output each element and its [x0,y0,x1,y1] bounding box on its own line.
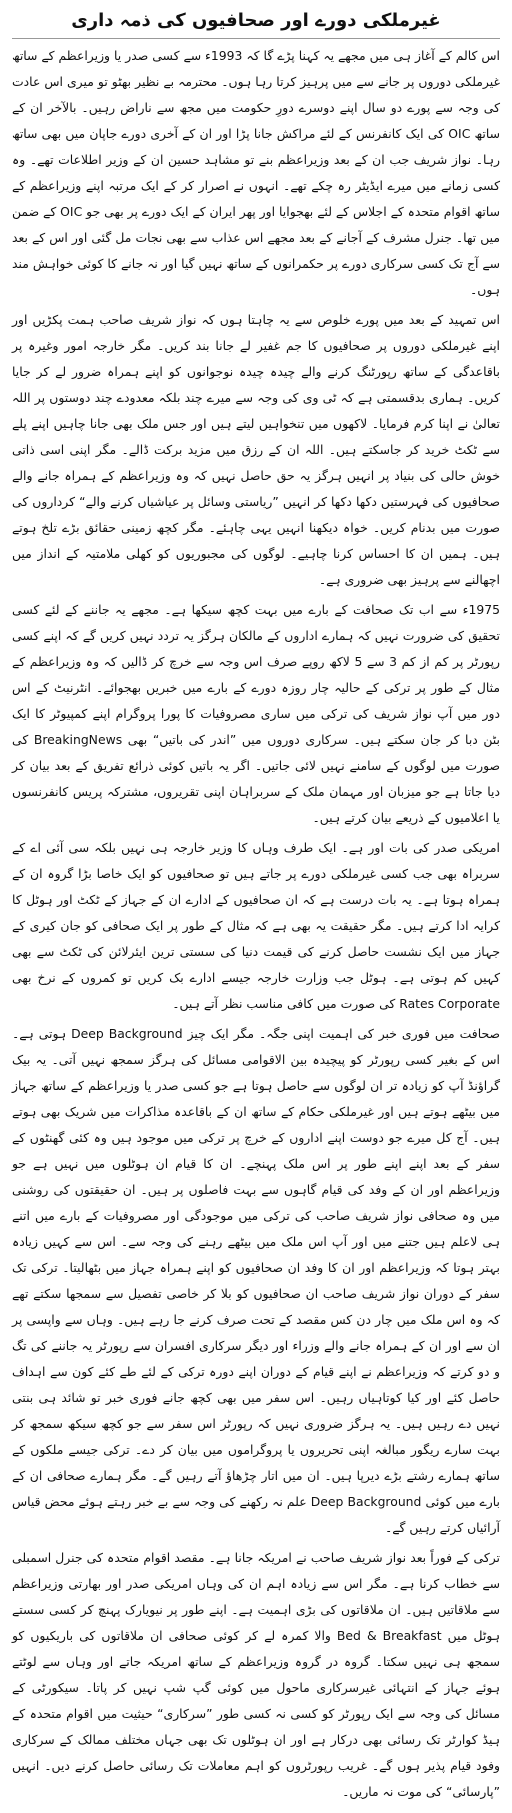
paragraph-3: 1975ء سے اب تک صحافت کے بارے میں بہت کچھ سیکھا ہے۔ مجھے یہ جاننے کے لئے کسی تحقیق کی ضرورت نہیں کہ ہمارے اداروں کے مالکان ہرگز یہ تردد نہیں کریں گے کہ اپنے کسی رپورٹر پر کم از کم 3 سے 5 لاکھ روپے صرف اس وجہ سے خرچ کر ڈالیں کہ وہ وزیراعظم کے مثال کے طور پر ترکی کے حالیہ چار روزہ دورے کے بارے میں خبریں بھجوائے۔ انٹرنیٹ کے اس دور میں آپ نواز شریف کی ترکی میں ساری مصروفیات کا پورا پروگرام اپنے کمپیوٹر کا ایک بٹن دبا کر جان سکتے ہیں۔ سرکاری دوروں میں ”اندر کی باتیں“ بھی BreakingNews کی صورت میں لوگوں کے سامنے نہیں لائی جاتیں۔ اگر یہ باتیں کوئی ذرائع تفریق کے بعد بیان کر دیا جاتا ہے جو میزبان اور مہمان ملک کے سربراہان اپنی تقریروں، مشترکہ پریس کانفرنسوں یا اعلامیوں کے ذریعے بیان کرتے ہیں۔ [12,602,501,825]
paragraph-6: ترکی کے فوراً بعد نواز شریف صاحب نے امریکہ جانا ہے۔ مقصد اقوام متحدہ کی جنرل اسمبلی سے خطاب کرنا ہے۔ مگر اس سے زیادہ اہم ان کی وہاں امریکی صدر اور بھارتی وزیراعظم سے ملاقاتیں ہیں۔ ان ملاقاتوں کی بڑی اہمیت ہے۔ اپنے طور پر نیویارک پہنچ کر کسی سستے ہوٹل میں Bed & Breakfast والا کمرہ لے کر کوئی صحافی ان ملاقاتوں کی باریکیوں کو سمجھ ہی نہیں سکتا۔ گروہ در گروہ وزیراعظم کے ساتھ امریکہ جاتے اور وہاں سے لوٹتے ہوئے جہاز کے انتہائی غیرسرکاری ماحول میں کوئی گپ شپ نہیں کر پاتا۔ سیکورٹی کے مسائل کی وجہ سے ایک رپورٹر کو کسی نہ کسی طور ”سرکاری“ حیثیت میں اقوام متحدہ کے ہیڈ کوارٹر تک رسائی بھی درکار ہے اور ان ہوٹلوں تک بھی جہاں مختلف ممالک کے سرکاری وفود قیام پذیر ہوں گے۔ غریب رپورٹروں کو اہم معاملات تک رسائی حاصل کرنے دیں۔ انہیں ”پارسائی“ کی موت نہ ماریں۔ [12,1550,500,1799]
column-title: غیرملکی دورے اور صحافیوں کی ذمہ داری [12,6,500,39]
paragraph-2: اس تمہید کے بعد میں پورے خلوص سے یہ چاہتا ہوں کہ نواز شریف صاحب ہمت پکڑیں اور اپنے غیرملکی دوروں پر صحافیوں کا جم غفیر لے جانا بند کریں۔ مگر خارجہ امور وغیرہ پر باقاعدگی کے ساتھ رپورٹنگ کرنے والے چیدہ چیدہ نوجوانوں کو اپنے ہمراہ ضرور لے کر جایا کریں۔ ہماری بدقسمتی ہے کہ ٹی وی کی وجہ سے میرے چند بلکہ معدودے چند دوستوں پر اللہ تعالیٰ نے اپنا کرم فرمایا۔ لاکھوں میں تنخواہیں لیتے ہیں اور جس ملک بھی جانا چاہیں اپنے پلے سے ٹکٹ خرید کر جاسکتے ہیں۔ اللہ ان کے رزق میں مزید برکت ڈالے۔ مگر اپنی اسی ذاتی خوش حالی کی بنیاد پر انہیں ہرگز یہ حق حاصل نہیں کہ وہ وزیراعظم کے ہمراہ جانے والے صحافیوں کی فہرستیں دکھا دکھا کر انہیں ”ریاستی وسائل پر عیاشیاں کرنے والے“ کرداروں کی صورت میں بدنام کریں۔ خواہ دیکھنا انہیں یہی چاہئے۔ مگر کچھ زمینی حقائق بڑے تلخ ہوتے ہیں۔ ہمیں ان کا احساس کرنا چاہیے۔ لوگوں کی مجبوریوں کو کھلی ملامتیہ کے انداز میں اچھالنے سے پرہیز بھی ضروری ہے۔ [12,312,500,587]
paragraph-5: صحافت میں فوری خبر کی اہمیت اپنی جگہ۔ مگر ایک چیز Deep Background ہوتی ہے۔ اس کے بغیر کسی رپورٹر کو پیچیدہ بین الاقوامی مسائل کی ہرگز سمجھ نہیں آتی۔ یہ بیک گراؤنڈ آپ کو زیادہ تر ان لوگوں سے حاصل ہوتا ہے جو کسی صدر یا وزیراعظم کے ساتھ جہاز میں بیٹھے ہوتے ہیں اور غیرملکی حکام کے ساتھ ان کے باقاعدہ مذاکرات میں شریک بھی ہوتے ہیں۔ آج کل میرے جو دوست اپنے اداروں کے خرچ پر ترکی میں موجود ہیں وہ کئی گھنٹوں کے سفر کے بعد اپنے اپنے طور پر اس ملک پہنچے۔ ان کا قیام ان ہوٹلوں میں نہیں ہے جو وزیراعظم اور ان کے وفد کی قیام گاہوں سے بہت فاصلوں پر ہیں۔ ان حقیقتوں کی روشنی میں وہ صحافی نواز شریف صاحب کی ترکی میں موجودگی اور مصروفیات کے بارے میں اتنے ہی لاعلم ہیں جتنے میں اور آپ اس ملک میں بیٹھے رہنے کی وجہ سے۔ اس سے کہیں زیادہ بہتر ہوتا کہ وزیراعظم اور ان کا وفد ان صحافیوں کو اپنے ہمراہ جہاز میں بٹھالیتا۔ ترکی تک سفر کے دوران نواز شریف صاحب ان صحافیوں کو بلا کر خاصی تفصیل سے سمجھا سکتے تھے کہ وہ اس ملک میں چار دن کس مقصد کے تحت صرف کرنے جا رہے ہیں۔ وہاں سے واپسی پر ان سے اور ان کے ہمراہ جانے والے وزراء اور دیگر سرکاری افسران سے رپورٹر یہ جاننے کی تگ و دو کرتے کہ وزیراعظم نے اپنے قیام کے دوران اپنے دورہ ترکی کے لئے طے کئے کون سے اہداف حاصل کئے اور کیا کوتاہیاں رہیں۔ اس سفر میں بھی کچھ جانے فوری خبر تو شائد ہی بنتی نہیں دے رہیں ہیں۔ یہ ہرگز ضروری نہیں کہ رپورٹر اس سفر سے جو کچھ سیکھ سمجھ کر بہت سارے ریگور مبالغہ اپنی تحریروں یا پروگراموں میں بیان کر دے۔ ترکی جیسے ملکوں کے ساتھ ہمارے رشتے بڑے دیرپا ہیں۔ ان میں اتار چڑھاؤ آتے رہیں گے۔ مگر ہمارے صحافی ان کے بارے میں کوئی Deep Background علم نہ رکھنے کی وجہ سے بے خبر رہتے ہوئے محض قیاس آرائیاں کرتے رہیں گے۔ [12,1026,501,1535]
paragraph-1: اس کالم کے آغاز ہی میں مجھے یہ کہنا پڑے گا کہ 1993ء سے کسی صدر یا وزیراعظم کے ساتھ غیرملکی دوروں پر جانے سے میں پرہیز کرتا رہا ہوں۔ محترمہ بے نظیر بھٹو تو میری اس عادت کی وجہ سے پورے دو سال اپنے دوسرے دورِ حکومت میں مجھ سے ناراض رہیں۔ بالآخر ان کے ساتھ OIC کی ایک کانفرنس کے لئے مراکش جانا پڑا اور ان کے آخری دورے جاپان میں بھی ساتھ رہا۔ نواز شریف جب ان کے بعد وزیراعظم بنے تو مشاہد حسین ان کے وزیر اطلاعات تھے۔ وہ کسی زمانے میں میرے ایڈیٹر رہ چکے تھے۔ انہوں نے اصرار کر کے ایک مرتبہ اپنے وزیراعظم کے ساتھ اقوام متحدہ کے اجلاس کے لئے بھجوایا اور پھر ایران کے ایک دورے پر بھی جو OIC کے ضمن میں تھا۔ جنرل مشرف کے آجانے کے بعد مجھے اس عذاب سے بھی نجات مل گئی اور اس کے بعد سے آج تک کسی سرکاری دورے پر حکمرانوں کے ساتھ نہیں گیا اور نہ جانے کا کوئی خواہش مند ہوں۔ [12,48,501,297]
paragraph-4: امریکی صدر کی بات اور ہے۔ ایک طرف وہاں کا وزیر خارجہ ہی نہیں بلکہ سی آئی اے کے سربراہ بھی جب کسی غیرملکی دورے پر جاتے ہیں تو صحافیوں کو ایک خاصا بڑا گروہ ان کے ہمراہ ہوتا ہے۔ یہ بات درست ہے کہ ان صحافیوں کے ادارے ان کے جہاز کے ٹکٹ اور ہوٹل کا کرایہ ادا کرتے ہیں۔ مگر حقیقت یہ بھی ہے کہ مثال کے طور پر ایک صحافی کو جان کیری کے جہاز میں ایک نشست حاصل کرنے کی قیمت دنیا کی سستی ترین ایئرلائن کی ٹکٹ سے بھی کہیں کم ہوتی ہے۔ ہوٹل جب وزارت خارجہ جیسے ادارے بک کریں تو کمروں کے نرخ بھی Rates Corporate کی صورت میں کافی مناسب نظر آتے ہیں۔ [12,840,500,1011]
